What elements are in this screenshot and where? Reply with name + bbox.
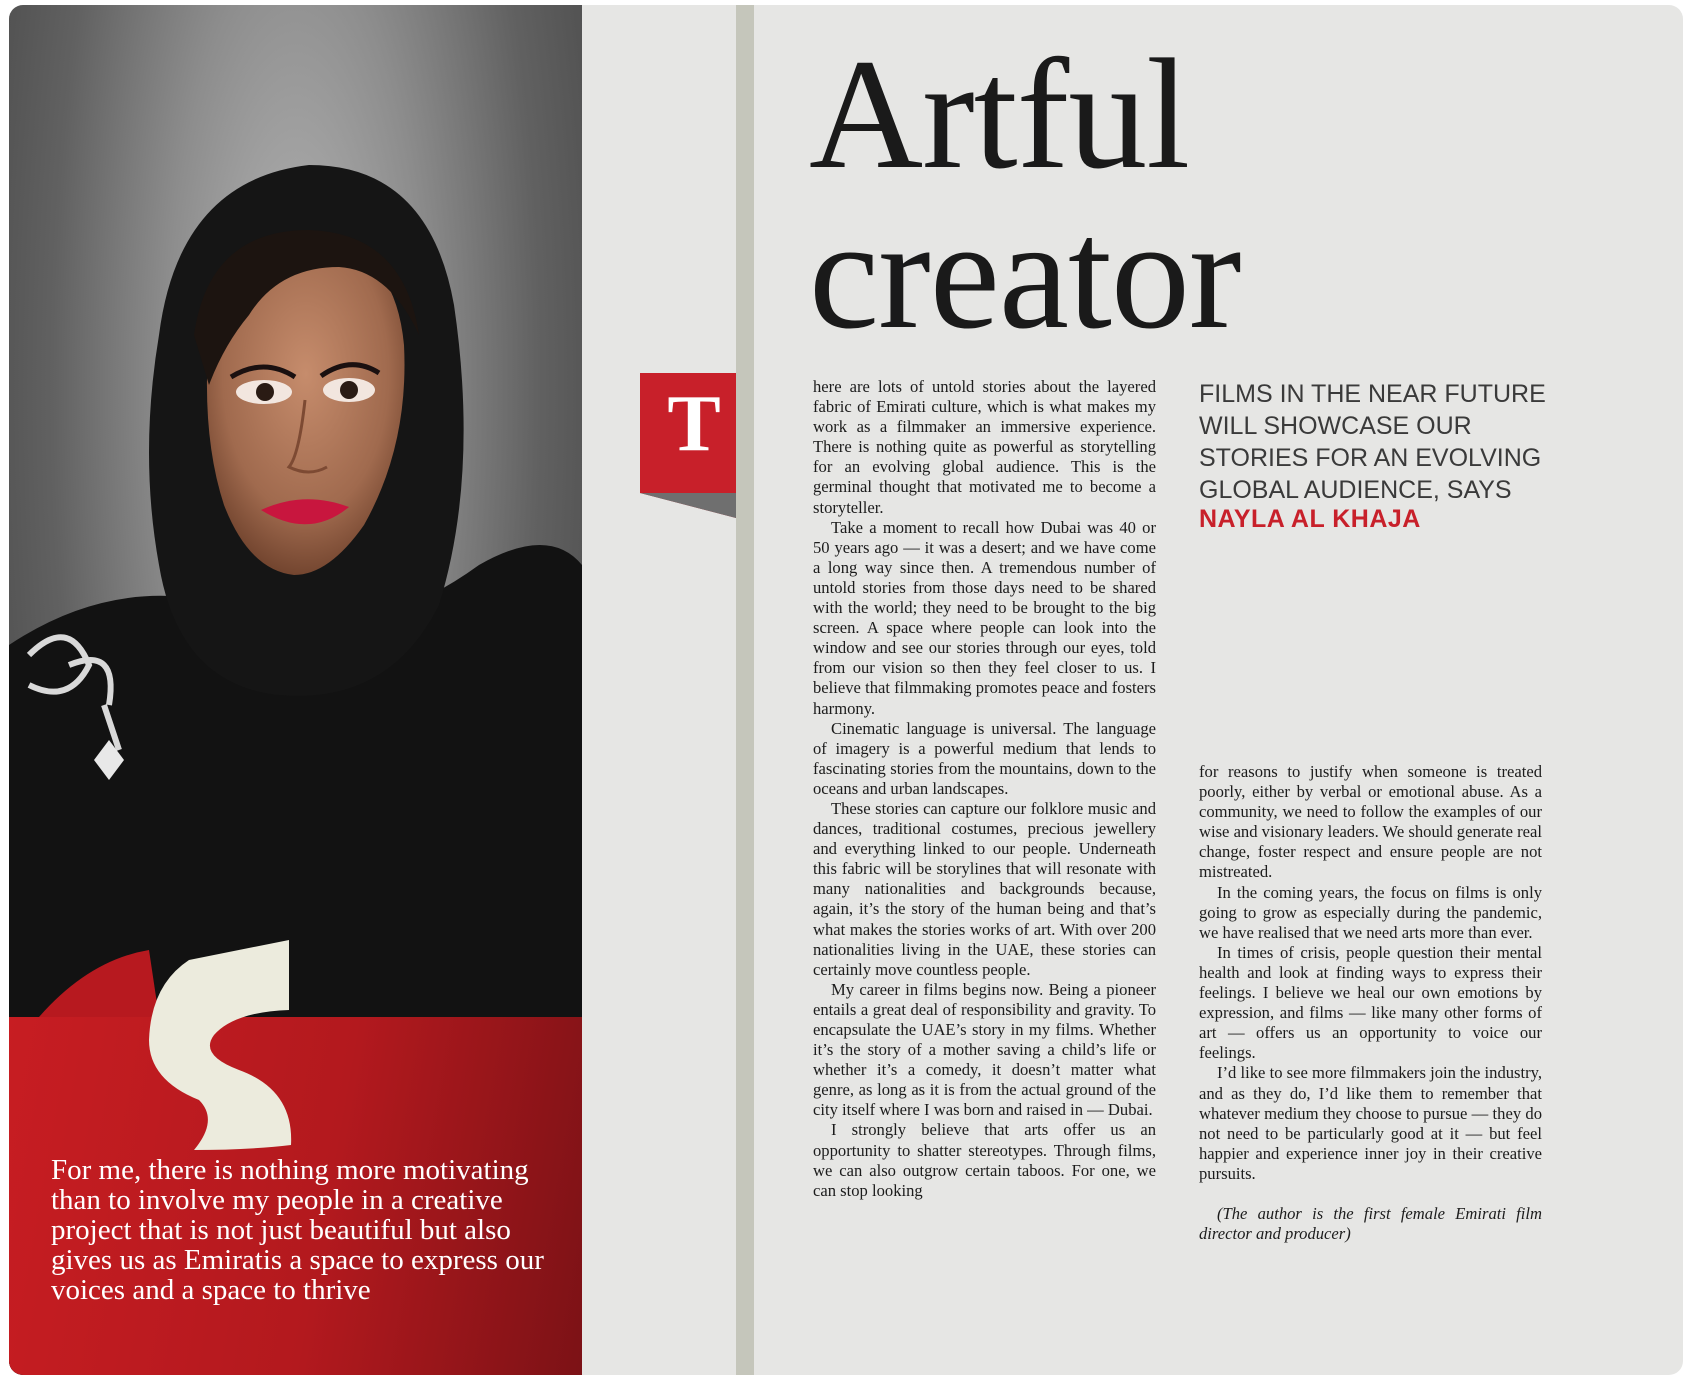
body-paragraph: My career in films begins now. Being a pioneer entails a great deal of responsibility and gravity. To encapsulate the UAE’s story in my films. Whether it’s the story of a mother saving a child’s life or whether it’s a comedy, it doesn’t matter what genre, as long as it is from the actual ground of the city itself where I was born and raised in — Dubai. (813, 979, 1156, 1120)
quote-mark-icon (9, 940, 582, 1160)
portrait-photo (9, 5, 582, 1375)
column-rule (736, 5, 754, 1375)
body-paragraph: Cinematic language is universal. The language of imagery is a powerful medium that lends to fascinating stories from the mountains, down to the oceans and urban landscapes. (813, 718, 1156, 798)
body-paragraph: Take a moment to recall how Dubai was 40 or 50 years ago — it was a desert; and we have come a long way since then. A tremendous number of untold stories from those days need to be shared with the world; they need to be brought to the big screen. A space where people can look into the window and see our stories through our eyes, told from our vision so then they feel closer to us. I believe that filmmaking promotes peace and fosters harmony. (813, 517, 1156, 718)
body-column-right (1199, 762, 1542, 1244)
author-byline: NAYLA AL KHAJA (1199, 505, 1421, 533)
body-paragraph: In the coming years, the focus on films is only going to grow as especially during the pandemic, we have realised that we need arts more than ever. (1199, 882, 1542, 942)
author-note: (The author is the first female Emirati film director and producer) (1199, 1203, 1542, 1244)
body-paragraph: I’d like to see more filmmakers join the industry, and as they do, I’d like them to remember that whatever medium they choose to pursue — they do not need to be particularly good at it — but feel happier and experience inner joy in their creative pursuits. (1199, 1063, 1542, 1183)
body-column-left (813, 377, 1156, 1201)
headline-line-1: Artful (809, 27, 1190, 202)
body-paragraph: I strongly believe that arts offer us an opportunity to shatter stereotypes. Through films, we can also outgrow certain taboos. For one, we can stop looking (813, 1120, 1156, 1200)
body-paragraph: here are lots of untold stories about the layered fabric of Emirati culture, which is what makes my work as a filmmaker an immersive experience. There is nothing quite as powerful as storytelling for an evolving global audience. This is the germinal thought that motivated me to become a storyteller. (813, 377, 1156, 517)
headline-line-2: creator (809, 187, 1241, 362)
body-paragraph: These stories can capture our folklore music and dances, traditional costumes, precious jewellery and everything linked to our people. Underneath this fabric will be storylines that will resonate with many nationalities and backgrounds because, again, it’s the story of the human being and that’s what makes the stories works of art. With over 200 nationalities living in the UAE, these stories can certainly move countless people. (813, 798, 1156, 979)
body-paragraph: for reasons to justify when someone is treated poorly, either by verbal or emotional abuse. As a community, we need to follow the examples of our wise and visionary leaders. We should generate real change, foster respect and ensure people are not mistreated. (1199, 762, 1543, 882)
body-paragraph: In times of crisis, people question their mental health and look at finding ways to express their feelings. I believe we heal our own emotions by expression, and films — like many other forms of art — offers us an opportunity to voice our feelings. (1199, 942, 1542, 1063)
magazine-page (9, 5, 1683, 1375)
pull-quote-text: For me, there is nothing more motivating than to involve my people in a creative project that is not just beautiful but also gives us as Emiratis a space to express our voices and a space to thrive (51, 1154, 544, 1306)
standfirst: FILMS IN THE NEAR FUTURE WILL SHOWCASE OUR STORIES FOR AN EVOLVING GLOBAL AUDIENCE, SAYS (1199, 380, 1546, 504)
dropcap-letter: T (667, 380, 721, 468)
headline (809, 27, 1241, 362)
